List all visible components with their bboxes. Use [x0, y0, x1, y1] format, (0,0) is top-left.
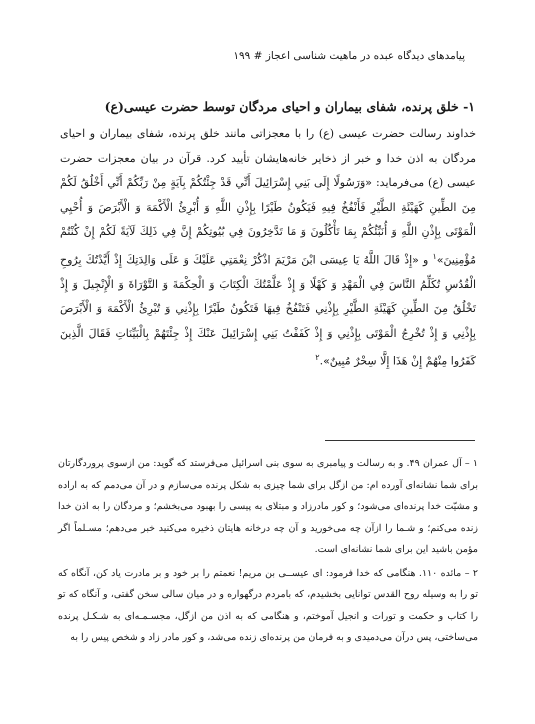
footnote-ref-1: ۱: [432, 251, 437, 261]
intro-text: خداوند رسالت حضرت عیسی (ع) را با معجزاتی مانند خلق پرنده، شفای بیماران و احیای مردگان به اذن خدا و خبر از ذخایر خانه‌هایشان تأیید کرد. قرآن در بیان معجزات حضرت عیسی (ع) می‌فرماید:: [60, 127, 476, 189]
footnotes: [58, 453, 478, 651]
footnote-1: ۱ – آل عمران ۴۹. و به رسالت و پیامبری به سوی بنی اسرائیل می‌فرستد که گوید: من ازسوی پروردگارتان برای شما نشانه‌ای آورده ام: من ازگل برای شما چیزی به شکل پرنده می‌سازم و در آن می‌دمم که به اراده و مشیّت خدا پرنده‌ای می‌شود؛ و کور مادرزاد و مبتلای به پیسی را بهبود می‌بخشم؛ و مردگان را به اذن خدا زنده می‌کنم؛ و شـما را ازآن چه می‌خورید و آن چه درخانه هایتان ذخیره می‌کنید خبر می‌دهم؛ مسـلماً اگر مؤمن باشید این برای شما نشانه‌ای است.: [58, 458, 478, 555]
footnote-divider: [325, 440, 475, 441]
connector-text: و: [418, 253, 433, 267]
running-header: پیامدهای دیدگاه عبده در ماهیت شناسی اعجاز # ۱۹۹: [233, 50, 465, 62]
footnote-2: ۲ – مائده ۱۱۰. هنگامی که خدا فرمود: ای عیســی بن مریم! نعمتم را بر خود و بر مادرت یاد کن، آنگاه که تو را به وسیله روح القدس توانایی بخشیدم، که بامردم درگهواره و در میان سالی سخن گفتی، و آنگاه که تو را کتاب و حکمت و تورات و انجیل آموختم، و هنگامی که به اذن من ازگل، مجسـمـه‌ای به شـکـل پرنده می‌ساختی، پس درآن می‌دمیدی و به فرمان من پرنده‌ای زنده می‌شد، و کور مادر زاد و شخص پیس را به: [58, 567, 478, 643]
body-paragraph: [60, 122, 476, 374]
body-text: [60, 122, 476, 374]
section-heading: ۱- خلق پرنده، شفای بیماران و احیای مردگان توسط حضرت عیسی(ع): [104, 99, 475, 114]
paragraph-end: .: [319, 354, 324, 368]
quran-verse-1: «وَرَسُولًا إِلَى بَنِي إِسْرَائِيلَ أَنِّي قَدْ جِئْتُكُمْ بِآيَةٍ مِنْ رَبِّكُمْ أَنِّي أَخْلُقُ لَكُمْ مِنَ الطِّينِ كَهَيْئَةِ الطَّيْرِ فَأَنْفُخُ فِيهِ فَيَكُونُ طَيْرًا بِإِذْنِ اللَّهِ وَ أُبْرِئُ الْأَكْمَهَ وَ الْأَبْرَصَ وَ أُحْيِي الْمَوْتَى بِإِذْنِ اللَّهِ وَ أُنَبِّئُكُمْ بِمَا تَأْكُلُونَ وَ مَا تَدَّخِرُونَ فِي بُيُوتِكُمْ إِنَّ فِي ذَلِكَ لَآيَةً لَكُمْ إِنْ كُنْتُمْ مُؤْمِنِينَ»: [60, 176, 476, 267]
quran-verse-2: «إِذْ قَالَ اللَّهُ يَا عِيسَى ابْنَ مَرْيَمَ اذْكُرْ نِعْمَتِي عَلَيْكَ وَ عَلَى وَالِدَتِكَ إِذْ أَيَّدْتُكَ بِرُوحِ الْقُدُسِ تُكَلِّمُ النَّاسَ فِي الْمَهْدِ وَ كَهْلًا وَ إِذْ عَلَّمْتُكَ الْكِتَابَ وَ الْحِكْمَةَ وَ التَّوْرَاةَ وَ الْإِنْجِيلَ وَ إِذْ تَخْلُقُ مِنَ الطِّينِ كَهَيْئَةِ الطَّيْرِ بِإِذْنِي فَتَنْفُخُ فِيهَا فَتَكُونُ طَيْرًا بِإِذْنِي وَ تُبْرِئُ الْأَكْمَهَ وَ الْأَبْرَصَ بِإِذْنِي وَ إِذْ تُخْرِجُ الْمَوْتَى بِإِذْنِي وَ إِذْ كَفَفْتُ بَنِي إِسْرَائِيلَ عَنْكَ إِذْ جِئْتَهُمْ بِالْبَيِّنَاتِ فَقَالَ الَّذِينَ كَفَرُوا مِنْهُمْ إِنْ هَذَا إِلَّا سِحْرٌ مُبِينٌ»: [60, 253, 476, 368]
footnote-ref-2: ۲: [315, 353, 320, 363]
